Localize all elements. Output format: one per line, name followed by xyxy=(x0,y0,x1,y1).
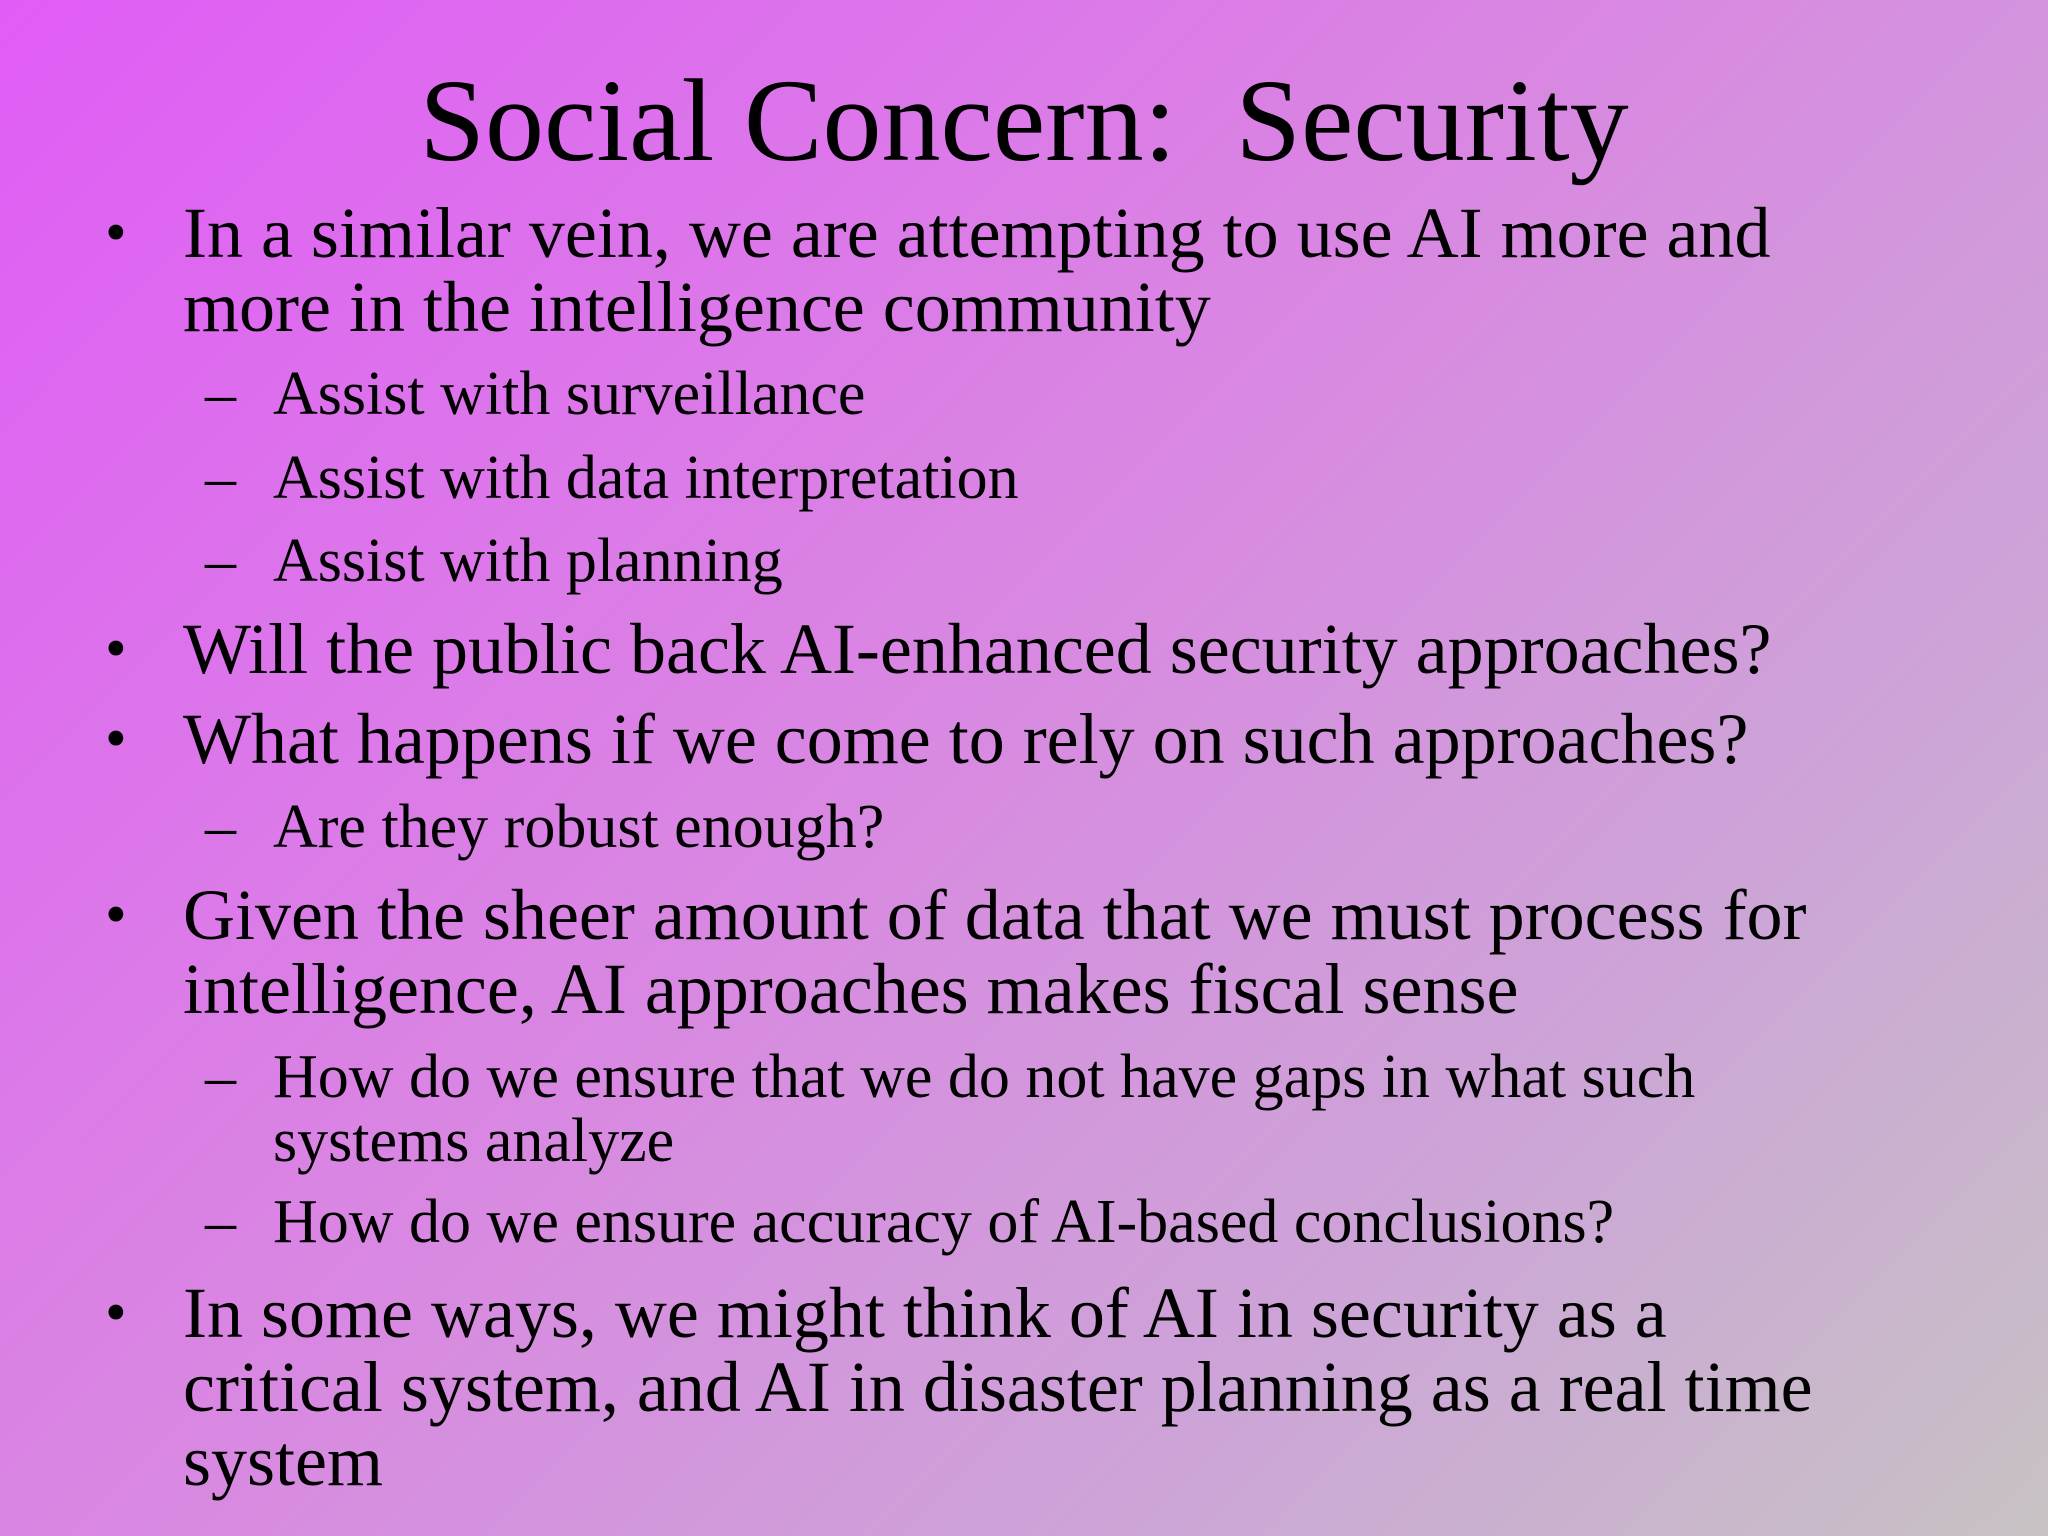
sub-bullet-item xyxy=(205,1188,1615,1256)
bullet-marker: • xyxy=(105,705,127,773)
bullet-text-line: How do we ensure accuracy of AI-based conclusions? xyxy=(273,1188,1615,1256)
bullet-text-line: critical system, and AI in disaster planning as a real time xyxy=(183,1347,1813,1427)
sub-bullet-item xyxy=(205,1043,1696,1175)
bullet-text-line: What happens if we come to rely on such approaches? xyxy=(183,699,1749,779)
bullet-text-line: Assist with planning xyxy=(273,527,783,595)
bullet-text-line: Are they robust enough? xyxy=(273,793,885,861)
sub-bullet-item xyxy=(205,793,885,861)
bullet-item xyxy=(105,1273,1813,1501)
dash-marker: – xyxy=(205,527,236,595)
bullet-item xyxy=(105,609,1772,689)
dash-marker: – xyxy=(205,1043,236,1111)
bullet-marker: • xyxy=(105,881,127,949)
sub-bullet-item xyxy=(205,360,866,428)
bullet-text-line: Will the public back AI-enhanced security approaches? xyxy=(183,609,1772,689)
dash-marker: – xyxy=(205,1188,236,1256)
dash-marker: – xyxy=(205,444,236,512)
bullet-text-line: more in the intelligence community xyxy=(183,267,1211,347)
bullet-text-line: Assist with surveillance xyxy=(273,360,866,428)
bullet-marker: • xyxy=(105,199,127,267)
bullet-text-line: system xyxy=(183,1421,384,1501)
bullet-item xyxy=(105,699,1749,779)
bullet-item xyxy=(105,875,1807,1029)
bullet-text-line: In some ways, we might think of AI in security as a xyxy=(183,1273,1667,1353)
bullet-marker: • xyxy=(105,1279,127,1347)
slide-title: Social Concern: Security xyxy=(419,55,1629,186)
sub-bullet-item xyxy=(205,444,1019,512)
bullet-marker: • xyxy=(105,615,127,683)
bullet-text-line: Assist with data interpretation xyxy=(273,444,1019,512)
bullet-text-line: intelligence, AI approaches makes fiscal sense xyxy=(183,949,1519,1029)
dash-marker: – xyxy=(205,793,236,861)
bullet-text-line: In a similar vein, we are attempting to use AI more and xyxy=(183,193,1771,273)
bullet-text-line: Given the sheer amount of data that we must process for xyxy=(183,875,1807,955)
bullet-item xyxy=(105,193,1771,347)
bullet-text-line: systems analyze xyxy=(273,1107,675,1175)
bullet-text-line: How do we ensure that we do not have gaps in what such xyxy=(273,1043,1696,1111)
dash-marker: – xyxy=(205,360,236,428)
sub-bullet-item xyxy=(205,527,783,595)
